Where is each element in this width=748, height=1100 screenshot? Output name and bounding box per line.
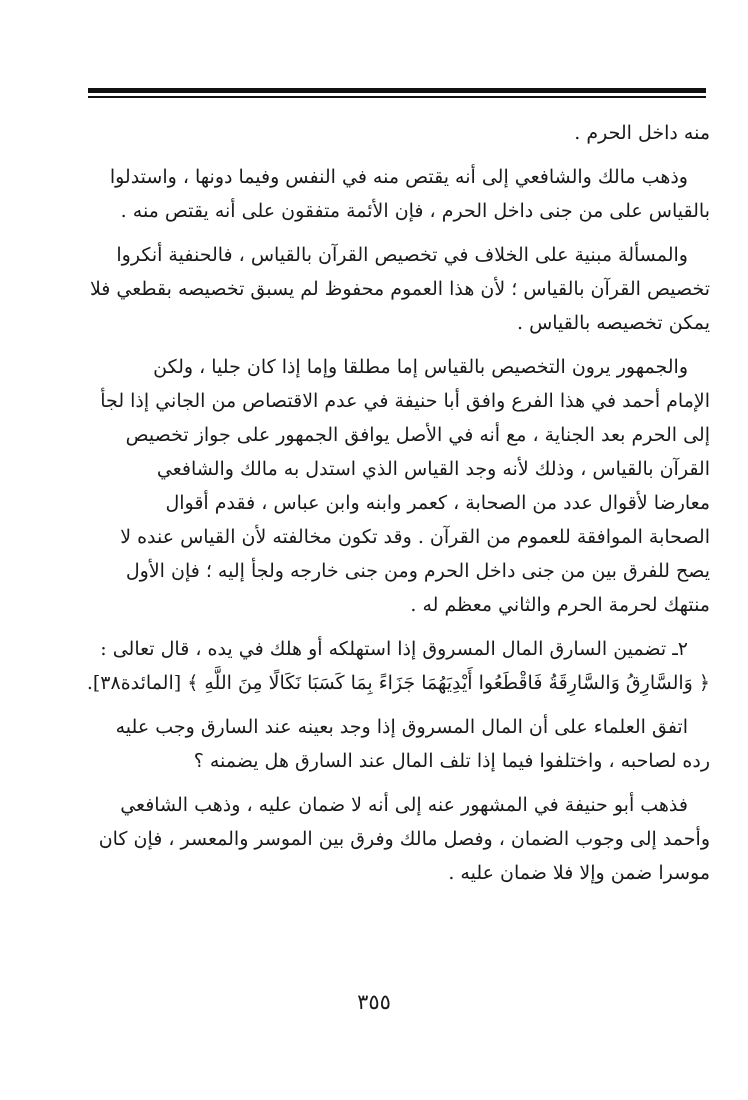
paragraph: [80, 788, 710, 890]
paragraph: [80, 710, 710, 778]
text-line: ٢ـ تضمين السارق المال المسروق إذا استهلكه أو هلك في يده ، قال تعالى :: [100, 638, 688, 660]
text-line: والجمهور يرون التخصيص بالقياس إما مطلقا وإما إذا كان جليا ، ولكن: [153, 356, 688, 378]
header-rule-thin: [88, 96, 706, 98]
text-line: معارضا لأقوال عدد من الصحابة ، كعمر وابنه وابن عباس ، فقدم أقوال: [165, 492, 710, 514]
paragraph: [80, 160, 710, 228]
text-line: وأحمد إلى وجوب الضمان ، وفصل مالك وفرق بين الموسر والمعسر ، فإن كان: [98, 828, 710, 850]
text-line: بالقياس على من جنى داخل الحرم ، فإن الأئمة متفقون على أنه يقتص منه .: [120, 200, 710, 222]
paragraph: [80, 238, 710, 340]
text-line: والمسألة مبنية على الخلاف في تخصيص القرآن بالقياس ، فالحنفية أنكروا: [116, 244, 688, 266]
paragraph-heading: [80, 632, 710, 666]
page-number: ٣٥٥: [357, 990, 391, 1014]
text-line: وذهب مالك والشافعي إلى أنه يقتص منه في النفس وفيما دونها ، واستدلوا: [109, 166, 688, 188]
text-line: رده لصاحبه ، واختلفوا فيما إذا تلف المال عند السارق هل يضمنه ؟: [193, 750, 710, 772]
text-line: منه داخل الحرم .: [574, 122, 710, 144]
text-line: فذهب أبو حنيفة في المشهور عنه إلى أنه لا ضمان عليه ، وذهب الشافعي: [120, 794, 688, 816]
text-line: موسرا ضمن وإلا فلا ضمان عليه .: [448, 862, 710, 884]
text-line: إلى الحرم بعد الجناية ، مع أنه في الأصل يوافق الجمهور على جواز تخصيص: [125, 424, 710, 446]
text-line: منتهك لحرمة الحرم والثاني معظم له .: [410, 594, 710, 616]
text-line: تخصيص القرآن بالقياس ؛ لأن هذا العموم محفوظ لم يسبق تخصيصه بقطعي فلا: [89, 278, 710, 300]
text-line: القرآن بالقياس ، وذلك لأنه وجد القياس الذي استدل به مالك والشافعي: [156, 458, 710, 480]
text-line: الإمام أحمد في هذا الفرع وافق أبا حنيفة في عدم الاقتصاص من الجاني إذا لجأ: [100, 390, 710, 412]
text-line: الصحابة الموافقة للعموم من القرآن . وقد تكون مخالفته لأن القياس عنده لا: [120, 526, 710, 548]
paragraph: [80, 350, 710, 622]
text-line: يمكن تخصيصه بالقياس .: [516, 312, 710, 334]
quran-verse: ﴿ وَالسَّارِقُ وَالسَّارِقَةُ فَاقْطَعُوا أَيْدِيَهُمَا جَزَاءً بِمَا كَسَبَا نَكَالًا مِنَ اللَّهِ ﴾ [المائدة٣٨].: [86, 672, 710, 694]
body-text: [80, 116, 710, 890]
text-line: يصح للفرق بين من جنى داخل الحرم ومن جنى خارجه ولجأ إليه ؛ فإن الأول: [125, 560, 710, 582]
header-rule-thick: [88, 88, 706, 93]
text-line: اتفق العلماء على أن المال المسروق إذا وجد بعينه عند السارق وجب عليه: [115, 716, 688, 738]
paragraph-continuation: [80, 116, 710, 150]
